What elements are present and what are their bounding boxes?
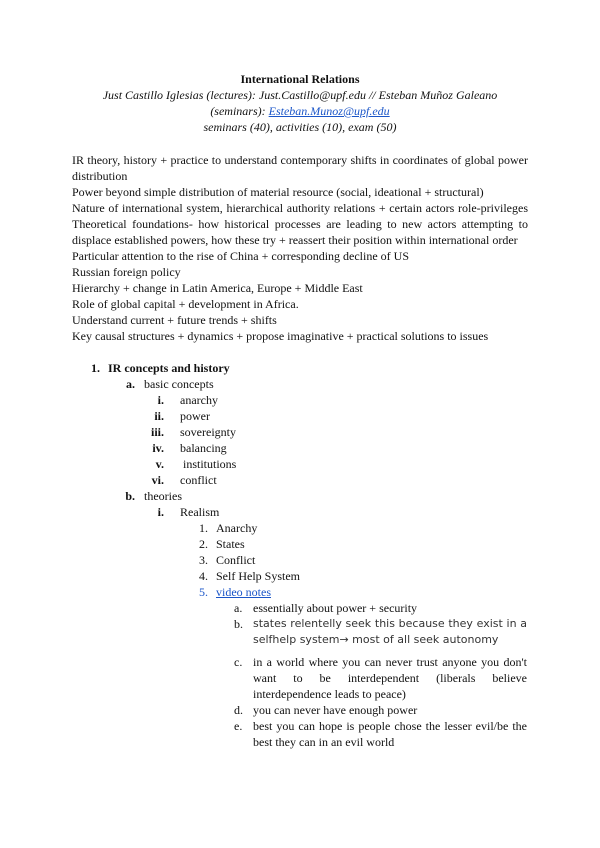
intro-line: Nature of international system, hierarchical authority relations + certain actors role-privileges xyxy=(72,201,528,215)
intro-line: Key causal structures + dynamics + propose imaginative + practical solutions to issues xyxy=(72,329,489,343)
section-number: 1. xyxy=(91,361,100,375)
intro-line: Role of global capital + development in Africa. xyxy=(72,297,299,311)
intro-line: Particular attention to the rise of China + corresponding decline of US xyxy=(72,249,410,263)
list-marker: a. xyxy=(126,377,135,391)
note-item xyxy=(253,718,527,750)
list-item: Realism xyxy=(180,505,220,519)
section-title: IR concepts and history xyxy=(108,361,230,375)
intro-notes xyxy=(72,152,528,344)
list-marker: iv. xyxy=(152,441,164,455)
list-marker: c. xyxy=(234,655,243,669)
list-marker: v. xyxy=(155,457,164,471)
list-item: theories xyxy=(144,489,182,503)
list-marker: 2. xyxy=(199,537,208,551)
note-item xyxy=(253,654,527,702)
note-item: you can never have enough power xyxy=(253,703,418,717)
list-item: sovereignty xyxy=(180,425,236,439)
instructors-line: Just Castillo Iglesias (lectures): Just.Castillo@upf.edu // Esteban Muñoz Galeano xyxy=(102,88,498,102)
list-marker: e. xyxy=(234,719,243,733)
grading-line: seminars (40), activities (10), exam (50) xyxy=(203,120,397,134)
list-marker: 3. xyxy=(199,553,208,567)
list-item: Anarchy xyxy=(216,521,258,535)
note-line: best they can in an evil world xyxy=(253,735,395,749)
list-marker: 1. xyxy=(199,521,208,535)
note-line: best you can hope is people chose the lesser evil/be the xyxy=(253,719,527,733)
list-item: balancing xyxy=(180,441,227,455)
list-item: institutions xyxy=(183,457,237,471)
intro-line: Understand current + future trends + shifts xyxy=(72,313,277,327)
list-item: basic concepts xyxy=(144,377,214,391)
list-item: anarchy xyxy=(180,393,218,407)
seminar-email-link[interactable]: Esteban.Munoz@upf.edu xyxy=(268,104,390,118)
list-marker: ii. xyxy=(154,409,164,423)
list-marker: b. xyxy=(234,617,243,631)
note-item xyxy=(253,616,527,648)
intro-line: Theoretical foundations- how historical processes are leading to new actors attempting to displace established powers, how these try + reassert their position within international order xyxy=(72,217,528,247)
list-item: power xyxy=(180,409,210,423)
note-line: want to be interdependent (liberals believe xyxy=(253,671,527,685)
list-item: Self Help System xyxy=(216,569,300,583)
note-item: essentially about power + security xyxy=(253,601,418,615)
list-marker: b. xyxy=(125,489,135,503)
note-line: selfhelp system→ most of all seek autonomy xyxy=(253,633,499,646)
document-title: International Relations xyxy=(240,72,360,86)
list-item: conflict xyxy=(180,473,217,487)
list-marker: vi. xyxy=(151,473,164,487)
list-marker: iii. xyxy=(150,425,164,439)
intro-line: Power beyond simple distribution of material resource (social, ideational + structural) xyxy=(72,185,484,199)
list-item: Conflict xyxy=(216,553,256,567)
note-line: in a world where you can never trust anyone you don't xyxy=(253,655,527,669)
list-marker: i. xyxy=(157,505,164,519)
list-marker: d. xyxy=(234,703,243,717)
note-line: states relentelly seek this because they exist in a xyxy=(253,617,527,630)
list-item: States xyxy=(216,537,245,551)
list-marker: a. xyxy=(234,601,243,615)
video-notes-link[interactable]: video notes xyxy=(216,585,271,599)
intro-line: IR theory, history + practice to understand contemporary shifts in coordinates of global power distribution xyxy=(72,153,528,183)
seminars-contact-line xyxy=(0,104,600,119)
list-marker: i. xyxy=(157,393,164,407)
seminars-prefix: (seminars): xyxy=(210,104,269,118)
note-line: interdependence leads to peace) xyxy=(253,687,406,701)
intro-line: Hierarchy + change in Latin America, Europe + Middle East xyxy=(72,281,363,295)
intro-line: Russian foreign policy xyxy=(72,265,181,279)
list-marker: 4. xyxy=(199,569,208,583)
list-marker: 5. xyxy=(199,585,208,599)
